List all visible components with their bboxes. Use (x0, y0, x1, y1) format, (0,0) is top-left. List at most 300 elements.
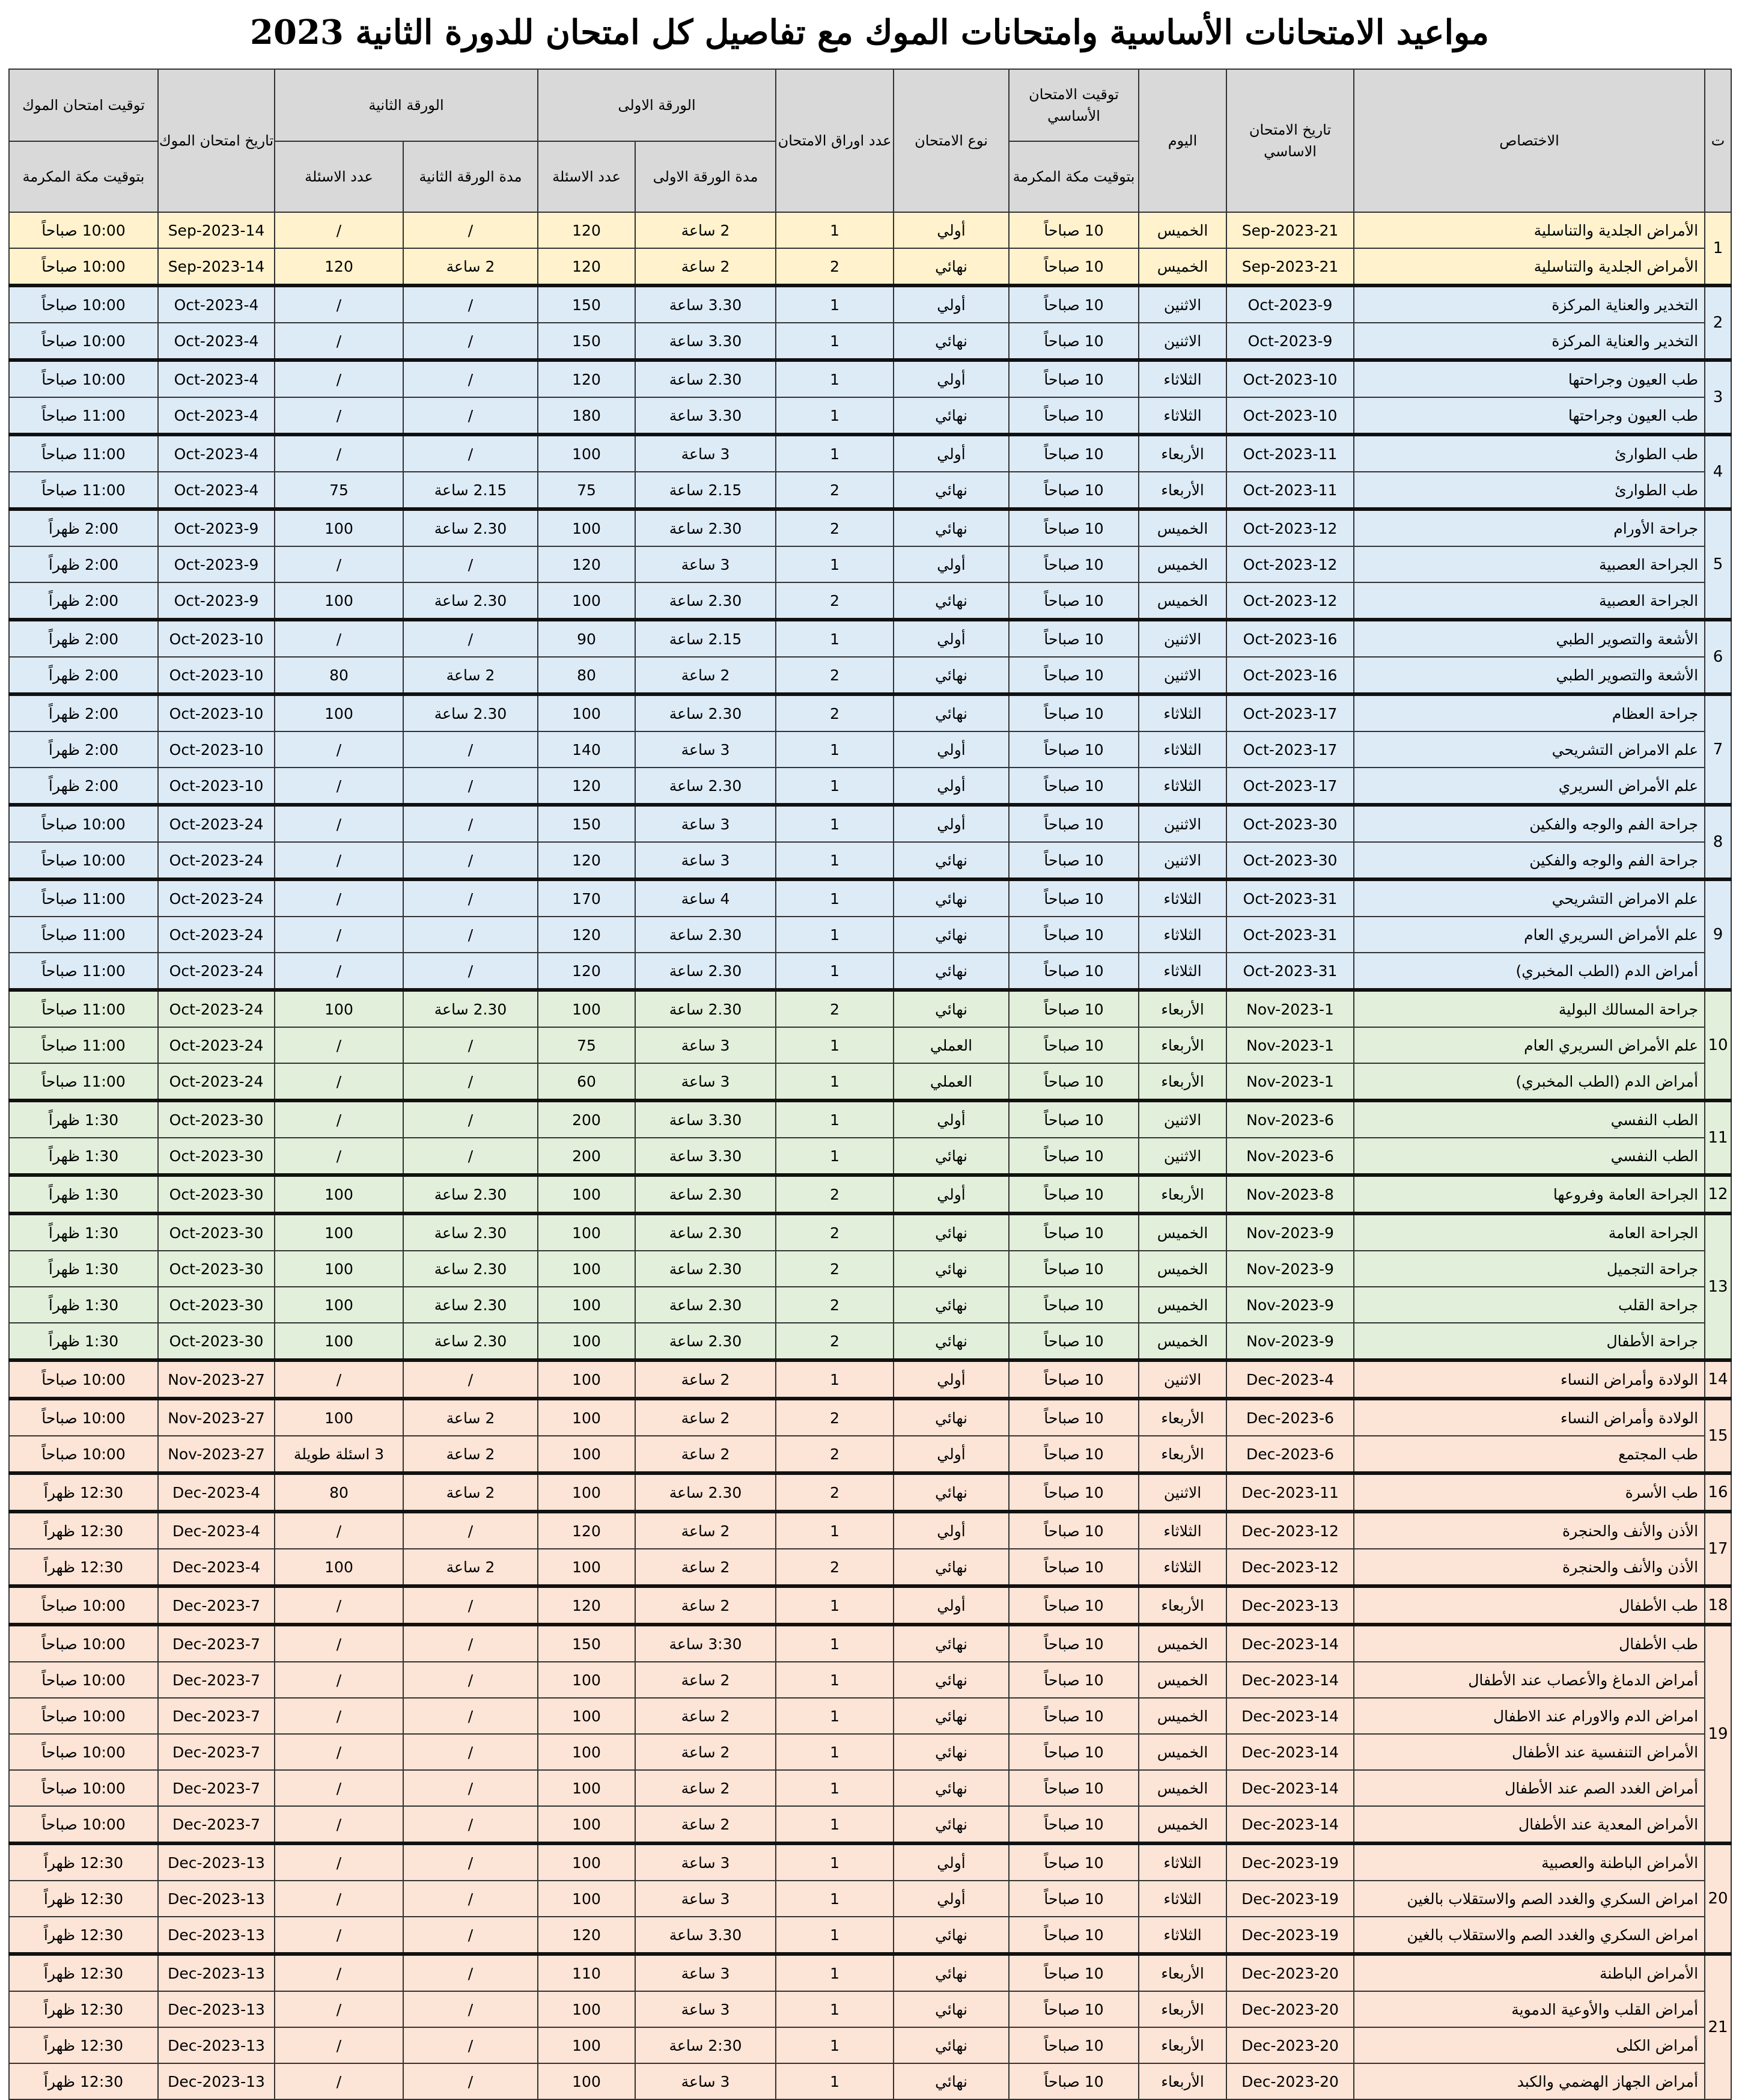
papers-count-cell: 1 (776, 1881, 894, 1917)
paper2-duration-cell: / (403, 435, 538, 472)
paper2-questions-cell: 100 (275, 1549, 403, 1586)
mock-date-cell: 4-Dec-2023 (158, 1549, 275, 1586)
paper1-questions-cell: 100 (538, 1213, 635, 1251)
paper2-questions-cell: / (275, 1954, 403, 1991)
paper1-questions-cell: 180 (538, 397, 635, 435)
papers-count-cell: 2 (776, 1549, 894, 1586)
papers-count-cell: 1 (776, 397, 894, 435)
paper1-questions-cell: 75 (538, 472, 635, 509)
table-row (9, 1175, 1731, 1213)
mock-time-cell: 10:00 صباحاً (9, 1698, 158, 1734)
specialty-cell: علم الأمراض السريري (1354, 768, 1705, 805)
exam-time-cell: 10 صباحاً (1009, 917, 1139, 953)
specialty-cell: أمراض الدم (الطب المخبري) (1354, 1063, 1705, 1100)
paper1-questions-cell: 150 (538, 285, 635, 323)
table-row (9, 1881, 1731, 1917)
paper1-duration-cell: 3 ساعة (635, 842, 776, 879)
paper1-questions-cell: 140 (538, 731, 635, 768)
paper1-duration-cell: 2.30 ساعة (635, 990, 776, 1027)
paper1-duration-cell: 3 ساعة (635, 1063, 776, 1100)
table-row (9, 546, 1731, 582)
group-number-cell: 18 (1705, 1586, 1731, 1625)
exam-date-cell: 4-Dec-2023 (1226, 1360, 1354, 1399)
specialty-cell: جراحة الأطفال (1354, 1323, 1705, 1360)
exam-type-cell: نهائي (894, 990, 1009, 1027)
specialty-cell: جراحة الفم والوجه والفكين (1354, 842, 1705, 879)
exam-type-cell: أولي (894, 768, 1009, 805)
mock-date-cell: 13-Dec-2023 (158, 1881, 275, 1917)
paper2-duration-cell: / (403, 805, 538, 842)
paper1-duration-cell: 3 ساعة (635, 1843, 776, 1881)
mock-date-cell: 7-Dec-2023 (158, 1734, 275, 1770)
mock-date-cell: 7-Dec-2023 (158, 1625, 275, 1662)
paper1-duration-cell: 2 ساعة (635, 1549, 776, 1586)
exam-type-cell: أولي (894, 360, 1009, 397)
paper1-questions-cell: 120 (538, 1586, 635, 1625)
day-cell: الأربعاء (1139, 1436, 1226, 1473)
exam-type-cell: نهائي (894, 323, 1009, 360)
paper1-questions-cell: 100 (538, 1662, 635, 1698)
specialty-cell: أمراض الكلى (1354, 2027, 1705, 2063)
paper1-questions-cell: 100 (538, 1399, 635, 1436)
exam-time-cell: 10 صباحاً (1009, 768, 1139, 805)
paper1-duration-cell: 2.30 ساعة (635, 1175, 776, 1213)
mock-date-cell: 4-Oct-2023 (158, 285, 275, 323)
table-row (9, 1991, 1731, 2027)
papers-count-cell: 2 (776, 990, 894, 1027)
mock-time-cell: 2:00 ظهراً (9, 694, 158, 731)
paper1-duration-cell: 2 ساعة (635, 1734, 776, 1770)
mock-time-cell: 11:00 صباحاً (9, 435, 158, 472)
table-row (9, 1100, 1731, 1138)
paper2-questions-cell: / (275, 2027, 403, 2063)
exam-time-cell: 10 صباحاً (1009, 1881, 1139, 1917)
exam-date-cell: 20-Dec-2023 (1226, 1954, 1354, 1991)
mock-date-cell: 4-Oct-2023 (158, 397, 275, 435)
exam-type-cell: نهائي (894, 2027, 1009, 2063)
header-mock-time: توقيت امتحان الموك (9, 69, 158, 141)
header-day: اليوم (1139, 69, 1226, 212)
exam-time-cell: 10 صباحاً (1009, 1662, 1139, 1698)
papers-count-cell: 1 (776, 2063, 894, 2099)
table-row (9, 1625, 1731, 1662)
papers-count-cell: 1 (776, 1770, 894, 1806)
specialty-cell: جراحة القلب (1354, 1287, 1705, 1323)
paper2-questions-cell: / (275, 1881, 403, 1917)
mock-date-cell: 24-Oct-2023 (158, 805, 275, 842)
papers-count-cell: 1 (776, 435, 894, 472)
exam-type-cell: نهائي (894, 1251, 1009, 1287)
day-cell: الأربعاء (1139, 1954, 1226, 1991)
exam-date-cell: 9-Oct-2023 (1226, 323, 1354, 360)
mock-date-cell: 13-Dec-2023 (158, 1991, 275, 2027)
table-row (9, 1698, 1731, 1734)
mock-time-cell: 11:00 صباحاً (9, 953, 158, 990)
exam-time-cell: 10 صباحاً (1009, 435, 1139, 472)
paper2-questions-cell: / (275, 2063, 403, 2099)
mock-time-cell: 12:30 ظهراً (9, 2027, 158, 2063)
exam-time-cell: 10 صباحاً (1009, 2027, 1139, 2063)
table-row (9, 620, 1731, 657)
table-row (9, 1436, 1731, 1473)
table-row (9, 1843, 1731, 1881)
exam-type-cell: نهائي (894, 842, 1009, 879)
table-row (9, 435, 1731, 472)
papers-count-cell: 1 (776, 1360, 894, 1399)
exam-type-cell: أولي (894, 1843, 1009, 1881)
exam-date-cell: 13-Dec-2023 (1226, 1586, 1354, 1625)
paper2-questions-cell: / (275, 546, 403, 582)
paper2-duration-cell: / (403, 397, 538, 435)
specialty-cell: الأمراض التنفسية عند الأطفال (1354, 1734, 1705, 1770)
exam-date-cell: 14-Dec-2023 (1226, 1734, 1354, 1770)
mock-date-cell: 30-Oct-2023 (158, 1100, 275, 1138)
paper2-questions-cell: 100 (275, 582, 403, 620)
mock-date-cell: 30-Oct-2023 (158, 1175, 275, 1213)
exam-time-cell: 10 صباحاً (1009, 1436, 1139, 1473)
papers-count-cell: 1 (776, 1662, 894, 1698)
paper2-duration-cell: 2 ساعة (403, 1436, 538, 1473)
group-number-cell: 14 (1705, 1360, 1731, 1399)
paper2-duration-cell: / (403, 1512, 538, 1549)
exam-time-cell: 10 صباحاً (1009, 1625, 1139, 1662)
day-cell: الاثنين (1139, 842, 1226, 879)
group-number-cell: 7 (1705, 694, 1731, 805)
paper2-duration-cell: / (403, 731, 538, 768)
day-cell: الثلاثاء (1139, 1512, 1226, 1549)
exam-date-cell: 11-Dec-2023 (1226, 1473, 1354, 1512)
mock-date-cell: 9-Oct-2023 (158, 509, 275, 546)
paper1-questions-cell: 200 (538, 1100, 635, 1138)
paper1-duration-cell: 2 ساعة (635, 1436, 776, 1473)
paper1-questions-cell: 80 (538, 657, 635, 694)
paper1-duration-cell: 2.30 ساعة (635, 1323, 776, 1360)
specialty-cell: طب الأطفال (1354, 1586, 1705, 1625)
table-row (9, 582, 1731, 620)
mock-time-cell: 10:00 صباحاً (9, 805, 158, 842)
mock-date-cell: 7-Dec-2023 (158, 1806, 275, 1843)
exam-type-cell: أولي (894, 1586, 1009, 1625)
mock-time-cell: 2:00 ظهراً (9, 620, 158, 657)
table-row (9, 1917, 1731, 1954)
header-paper1-questions: عدد الاسئلة (538, 141, 635, 212)
exam-date-cell: 14-Dec-2023 (1226, 1625, 1354, 1662)
exam-date-cell: 9-Nov-2023 (1226, 1323, 1354, 1360)
mock-date-cell: 24-Oct-2023 (158, 842, 275, 879)
papers-count-cell: 1 (776, 285, 894, 323)
day-cell: الثلاثاء (1139, 1881, 1226, 1917)
paper1-questions-cell: 120 (538, 953, 635, 990)
paper2-duration-cell: 2.30 ساعة (403, 1213, 538, 1251)
specialty-cell: علم الامراض التشريحي (1354, 879, 1705, 917)
paper2-duration-cell: / (403, 360, 538, 397)
paper1-questions-cell: 100 (538, 1175, 635, 1213)
mock-date-cell: 24-Oct-2023 (158, 1027, 275, 1063)
header-row-top (9, 69, 1731, 141)
specialty-cell: الجراحة العصبية (1354, 546, 1705, 582)
papers-count-cell: 1 (776, 1806, 894, 1843)
exam-time-cell: 10 صباحاً (1009, 212, 1139, 248)
paper1-questions-cell: 100 (538, 1881, 635, 1917)
mock-date-cell: 4-Dec-2023 (158, 1512, 275, 1549)
mock-time-cell: 10:00 صباحاً (9, 360, 158, 397)
exam-type-cell: نهائي (894, 657, 1009, 694)
table-row (9, 1662, 1731, 1698)
exam-type-cell: نهائي (894, 1806, 1009, 1843)
paper2-duration-cell: / (403, 1027, 538, 1063)
exam-time-cell: 10 صباحاً (1009, 1698, 1139, 1734)
paper1-duration-cell: 3.30 ساعة (635, 397, 776, 435)
exam-date-cell: 9-Nov-2023 (1226, 1251, 1354, 1287)
mock-date-cell: 27-Nov-2023 (158, 1399, 275, 1436)
exam-date-cell: 20-Dec-2023 (1226, 2063, 1354, 2099)
paper1-questions-cell: 100 (538, 1287, 635, 1323)
paper2-questions-cell: / (275, 1100, 403, 1138)
mock-date-cell: 10-Oct-2023 (158, 731, 275, 768)
exam-date-cell: 10-Oct-2023 (1226, 360, 1354, 397)
papers-count-cell: 2 (776, 1436, 894, 1473)
exam-type-cell: نهائي (894, 582, 1009, 620)
mock-date-cell: 24-Oct-2023 (158, 953, 275, 990)
paper1-questions-cell: 100 (538, 582, 635, 620)
specialty-cell: طب العيون وجراحتها (1354, 360, 1705, 397)
exam-time-cell: 10 صباحاً (1009, 1323, 1139, 1360)
mock-time-cell: 12:30 ظهراً (9, 1991, 158, 2027)
table-row (9, 397, 1731, 435)
group-number-cell: 17 (1705, 1512, 1731, 1586)
mock-time-cell: 11:00 صباحاً (9, 1027, 158, 1063)
group-number-cell: 1 (1705, 212, 1731, 285)
paper2-questions-cell: / (275, 805, 403, 842)
exam-type-cell: أولي (894, 546, 1009, 582)
paper2-duration-cell: / (403, 953, 538, 990)
table-row (9, 842, 1731, 879)
specialty-cell: طب العيون وجراحتها (1354, 397, 1705, 435)
paper2-duration-cell: 2 ساعة (403, 1473, 538, 1512)
group-number-cell: 2 (1705, 285, 1731, 360)
exam-time-cell: 10 صباحاً (1009, 397, 1139, 435)
specialty-cell: جراحة الفم والوجه والفكين (1354, 805, 1705, 842)
paper1-questions-cell: 120 (538, 768, 635, 805)
exam-date-cell: 30-Oct-2023 (1226, 842, 1354, 879)
exam-date-cell: 9-Nov-2023 (1226, 1287, 1354, 1323)
day-cell: الخميس (1139, 546, 1226, 582)
exam-date-cell: 31-Oct-2023 (1226, 917, 1354, 953)
paper1-duration-cell: 2 ساعة (635, 1399, 776, 1436)
day-cell: الخميس (1139, 1698, 1226, 1734)
papers-count-cell: 1 (776, 2027, 894, 2063)
table-row (9, 1213, 1731, 1251)
mock-time-cell: 1:30 ظهراً (9, 1323, 158, 1360)
header-papers-count: عدد اوراق الامتحان (776, 69, 894, 212)
table-row (9, 953, 1731, 990)
mock-date-cell: 13-Dec-2023 (158, 1843, 275, 1881)
exam-type-cell: أولي (894, 212, 1009, 248)
paper1-questions-cell: 120 (538, 1512, 635, 1549)
papers-count-cell: 2 (776, 1251, 894, 1287)
exam-type-cell: نهائي (894, 1698, 1009, 1734)
paper2-questions-cell: 100 (275, 990, 403, 1027)
exam-type-cell: أولي (894, 1100, 1009, 1138)
mock-time-cell: 10:00 صباحاً (9, 212, 158, 248)
exam-type-cell: نهائي (894, 1734, 1009, 1770)
paper2-questions-cell: 80 (275, 1473, 403, 1512)
exam-time-cell: 10 صباحاً (1009, 990, 1139, 1027)
paper2-questions-cell: / (275, 1625, 403, 1662)
mock-date-cell: 13-Dec-2023 (158, 1917, 275, 1954)
paper1-duration-cell: 3:30 ساعة (635, 1625, 776, 1662)
paper1-questions-cell: 100 (538, 1734, 635, 1770)
exam-date-cell: 9-Nov-2023 (1226, 1213, 1354, 1251)
paper2-questions-cell: / (275, 1138, 403, 1175)
exam-type-cell: نهائي (894, 1323, 1009, 1360)
exam-time-cell: 10 صباحاً (1009, 1213, 1139, 1251)
table-row (9, 657, 1731, 694)
exam-date-cell: 12-Oct-2023 (1226, 546, 1354, 582)
paper1-questions-cell: 100 (538, 1549, 635, 1586)
mock-time-cell: 12:30 ظهراً (9, 1473, 158, 1512)
mock-date-cell: 13-Dec-2023 (158, 1954, 275, 1991)
paper1-duration-cell: 3 ساعة (635, 435, 776, 472)
paper1-duration-cell: 2.30 ساعة (635, 1251, 776, 1287)
table-row (9, 990, 1731, 1027)
paper2-duration-cell: / (403, 768, 538, 805)
paper1-duration-cell: 3 ساعة (635, 731, 776, 768)
specialty-cell: الأمراض الجلدية والتناسلية (1354, 212, 1705, 248)
mock-date-cell: 4-Oct-2023 (158, 360, 275, 397)
exam-date-cell: 12-Dec-2023 (1226, 1512, 1354, 1549)
mock-time-cell: 11:00 صباحاً (9, 879, 158, 917)
papers-count-cell: 2 (776, 472, 894, 509)
paper1-duration-cell: 2 ساعة (635, 1698, 776, 1734)
paper2-questions-cell: 100 (275, 1323, 403, 1360)
mock-time-cell: 10:00 صباحاً (9, 1399, 158, 1436)
specialty-cell: الأشعة والتصوير الطبي (1354, 620, 1705, 657)
exam-time-cell: 10 صباحاً (1009, 1991, 1139, 2027)
specialty-cell: الجراحة العصبية (1354, 582, 1705, 620)
exam-type-cell: نهائي (894, 2063, 1009, 2099)
paper2-questions-cell: 75 (275, 472, 403, 509)
day-cell: الاثنين (1139, 323, 1226, 360)
day-cell: الاثنين (1139, 285, 1226, 323)
group-number-cell: 16 (1705, 1473, 1731, 1512)
papers-count-cell: 1 (776, 1586, 894, 1625)
exam-type-cell: أولي (894, 805, 1009, 842)
exam-date-cell: 17-Oct-2023 (1226, 768, 1354, 805)
mock-time-cell: 1:30 ظهراً (9, 1138, 158, 1175)
header-exam-date: تاريخ الامتحان الاساسي (1226, 69, 1354, 212)
mock-date-cell: 7-Dec-2023 (158, 1586, 275, 1625)
specialty-cell: الأمراض المعدية عند الأطفال (1354, 1806, 1705, 1843)
paper2-duration-cell: / (403, 879, 538, 917)
table-row (9, 731, 1731, 768)
paper2-duration-cell: / (403, 323, 538, 360)
paper1-duration-cell: 2.15 ساعة (635, 472, 776, 509)
paper2-questions-cell: / (275, 1512, 403, 1549)
day-cell: الأربعاء (1139, 1175, 1226, 1213)
specialty-cell: الأذن والأنف والحنجرة (1354, 1512, 1705, 1549)
papers-count-cell: 2 (776, 1399, 894, 1436)
mock-date-cell: 7-Dec-2023 (158, 1698, 275, 1734)
paper1-questions-cell: 100 (538, 1843, 635, 1881)
paper1-duration-cell: 3 ساعة (635, 1027, 776, 1063)
day-cell: الثلاثاء (1139, 917, 1226, 953)
specialty-cell: طب الأسرة (1354, 1473, 1705, 1512)
specialty-cell: الطب النفسي (1354, 1138, 1705, 1175)
mock-time-cell: 1:30 ظهراً (9, 1251, 158, 1287)
papers-count-cell: 2 (776, 657, 894, 694)
exam-time-cell: 10 صباحاً (1009, 953, 1139, 990)
day-cell: الأربعاء (1139, 1027, 1226, 1063)
papers-count-cell: 1 (776, 1138, 894, 1175)
table-row (9, 694, 1731, 731)
exam-type-cell: نهائي (894, 1991, 1009, 2027)
paper2-questions-cell: / (275, 731, 403, 768)
exam-time-cell: 10 صباحاً (1009, 1770, 1139, 1806)
day-cell: الخميس (1139, 248, 1226, 285)
exam-date-cell: 19-Dec-2023 (1226, 1881, 1354, 1917)
paper2-questions-cell: / (275, 435, 403, 472)
day-cell: الأربعاء (1139, 1586, 1226, 1625)
paper2-questions-cell: / (275, 917, 403, 953)
paper1-duration-cell: 2 ساعة (635, 1662, 776, 1698)
papers-count-cell: 1 (776, 1698, 894, 1734)
paper1-duration-cell: 3 ساعة (635, 2063, 776, 2099)
paper2-questions-cell: / (275, 953, 403, 990)
header-paper2: الورقة الثانية (275, 69, 538, 141)
mock-date-cell: 7-Dec-2023 (158, 1770, 275, 1806)
paper2-duration-cell: / (403, 212, 538, 248)
specialty-cell: الأشعة والتصوير الطبي (1354, 657, 1705, 694)
papers-count-cell: 2 (776, 509, 894, 546)
paper1-duration-cell: 2.30 ساعة (635, 917, 776, 953)
papers-count-cell: 2 (776, 1175, 894, 1213)
specialty-cell: طب الأطفال (1354, 1625, 1705, 1662)
paper1-duration-cell: 3 ساعة (635, 546, 776, 582)
day-cell: الأربعاء (1139, 2063, 1226, 2099)
specialty-cell: أمراض الدم (الطب المخبري) (1354, 953, 1705, 990)
exam-time-cell: 10 صباحاً (1009, 1512, 1139, 1549)
day-cell: الثلاثاء (1139, 731, 1226, 768)
papers-count-cell: 2 (776, 1287, 894, 1323)
exam-time-cell: 10 صباحاً (1009, 694, 1139, 731)
exam-date-cell: 14-Dec-2023 (1226, 1770, 1354, 1806)
table-row (9, 472, 1731, 509)
papers-count-cell: 1 (776, 842, 894, 879)
table-row (9, 2063, 1731, 2099)
exam-time-cell: 10 صباحاً (1009, 1399, 1139, 1436)
paper2-duration-cell: / (403, 1586, 538, 1625)
paper1-questions-cell: 120 (538, 917, 635, 953)
paper1-questions-cell: 150 (538, 323, 635, 360)
exam-date-cell: 10-Oct-2023 (1226, 397, 1354, 435)
specialty-cell: علم الأمراض السريري العام (1354, 1027, 1705, 1063)
paper1-duration-cell: 2 ساعة (635, 657, 776, 694)
papers-count-cell: 1 (776, 212, 894, 248)
exam-time-cell: 10 صباحاً (1009, 509, 1139, 546)
mock-time-cell: 12:30 ظهراً (9, 1954, 158, 1991)
table-row (9, 323, 1731, 360)
exam-time-cell: 10 صباحاً (1009, 1251, 1139, 1287)
day-cell: الخميس (1139, 509, 1226, 546)
table-row (9, 1287, 1731, 1323)
group-number-cell: 11 (1705, 1100, 1731, 1175)
papers-count-cell: 2 (776, 694, 894, 731)
specialty-cell: امراض الدم والاورام عند الاطفال (1354, 1698, 1705, 1734)
paper1-questions-cell: 100 (538, 1991, 635, 2027)
mock-date-cell: 24-Oct-2023 (158, 879, 275, 917)
mock-date-cell: 10-Oct-2023 (158, 694, 275, 731)
